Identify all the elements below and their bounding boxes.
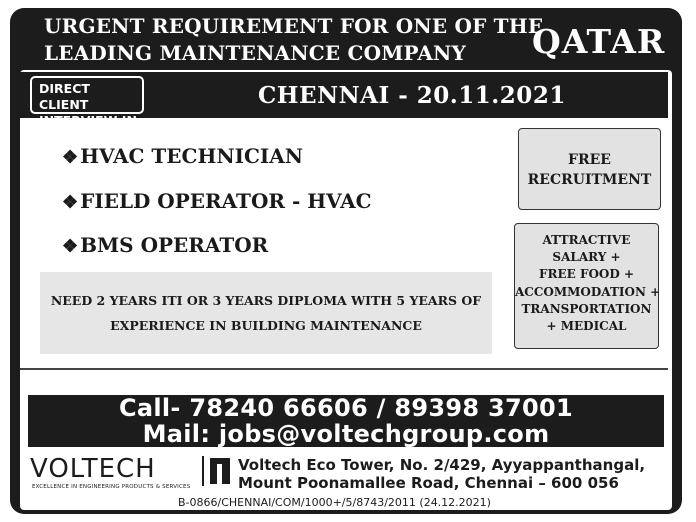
headline-line-2: LEADING MAINTENANCE COMPANY	[44, 41, 467, 65]
bullet-icon: ❖	[62, 192, 79, 213]
badge-line-1: DIRECT CLIENT	[39, 81, 90, 112]
free-line-2: RECRUITMENT	[527, 172, 652, 188]
address-line-2: Mount Poonamallee Road, Chennai – 600 056	[238, 474, 619, 492]
requirement-line-1: NEED 2 YEARS ITI OR 3 YEARS DIPLOMA WITH 5 YEARS OF	[50, 293, 482, 308]
position-item	[62, 144, 303, 168]
contact-phone: Call- 78240 66606 / 89398 37001	[118, 394, 574, 422]
position-item	[62, 189, 372, 213]
requirement-box	[40, 272, 492, 354]
interview-location-date: CHENNAI - 20.11.2021	[258, 82, 566, 109]
contact-bar	[28, 395, 664, 447]
divider	[20, 368, 668, 370]
bullet-icon: ❖	[62, 236, 79, 257]
benefits-box	[514, 223, 659, 349]
company-address	[238, 456, 645, 492]
bullet-icon: ❖	[62, 147, 79, 168]
logo-wordmark: VOLTECH	[30, 454, 156, 484]
requirement-line-2: EXPERIENCE IN BUILDING MAINTENANCE	[110, 318, 422, 333]
free-line-1: FREE	[568, 152, 611, 168]
country-title: QATAR	[532, 22, 666, 61]
logo-tagline: EXCELLENCE IN ENGINEERING PRODUCTS & SERVICES	[32, 484, 191, 490]
license-number: B-0866/CHENNAI/COM/1000+/5/8743/2011 (24.12.2021)	[178, 496, 491, 509]
contact-email: Mail: jobs@voltechgroup.com	[142, 420, 550, 448]
badge-line-2: INTERVIEW IN	[39, 113, 137, 128]
benefit-item: TRANSPORTATION	[521, 301, 652, 316]
position-label: BMS OPERATOR	[80, 233, 269, 257]
benefit-item: + MEDICAL	[546, 319, 627, 334]
free-recruitment-box	[518, 128, 661, 210]
benefit-item: ATTRACTIVE	[542, 233, 631, 247]
benefit-item: ACCOMMODATION +	[515, 284, 661, 299]
address-line-1: Voltech Eco Tower, No. 2/429, Ayyappanthangal,	[238, 456, 646, 474]
logo-mark-icon	[202, 456, 232, 486]
headline-line-1: URGENT REQUIREMENT FOR ONE OF THE	[44, 14, 544, 38]
benefit-item: FREE FOOD +	[538, 267, 635, 282]
direct-client-badge	[30, 76, 144, 128]
position-label: FIELD OPERATOR - HVAC	[80, 189, 372, 213]
position-item	[62, 233, 268, 257]
benefit-item: SALARY +	[552, 250, 621, 265]
position-label: HVAC TECHNICIAN	[80, 144, 304, 168]
voltech-logo	[30, 454, 196, 494]
